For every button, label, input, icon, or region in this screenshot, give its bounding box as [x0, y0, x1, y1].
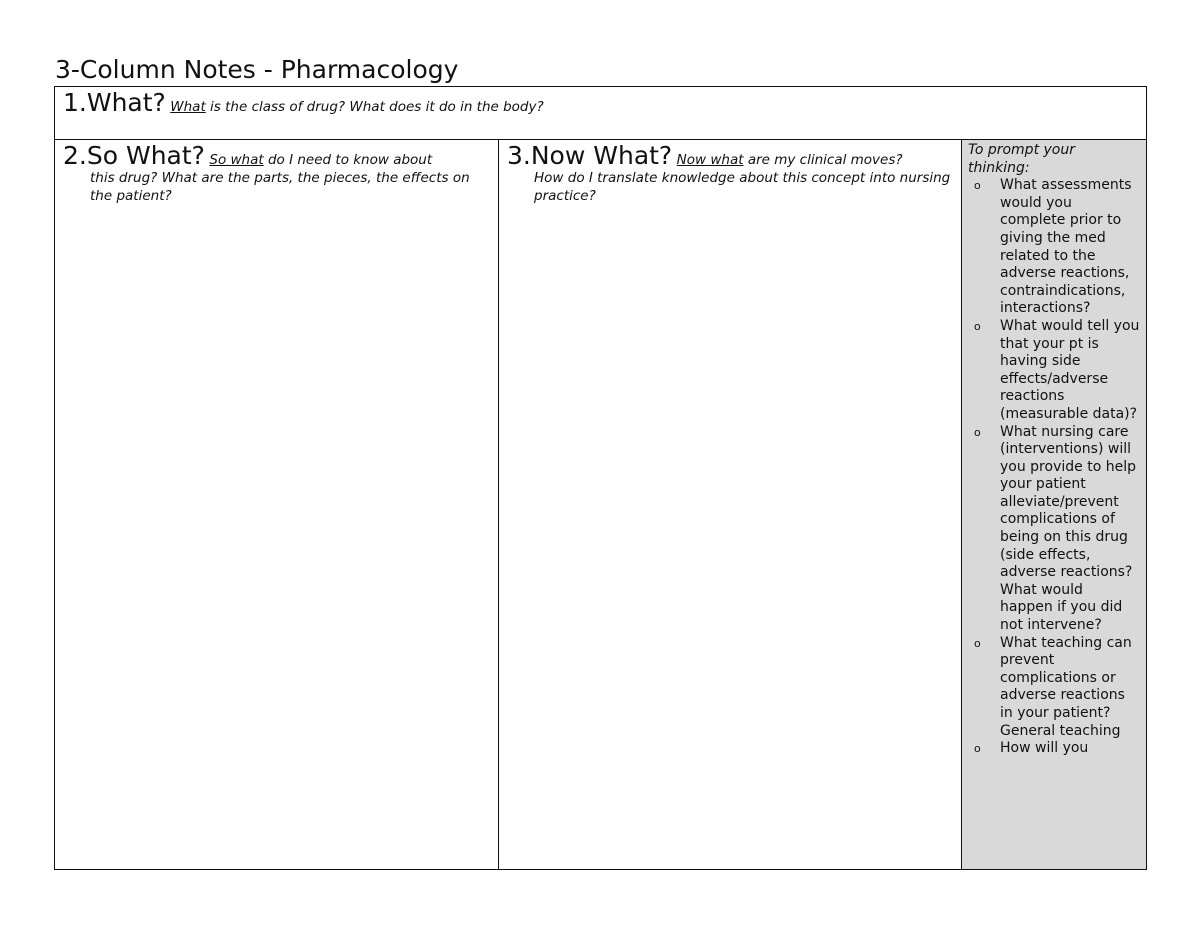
what-emphasis: What — [170, 99, 206, 115]
prompt-list — [968, 177, 1140, 758]
prompt-item: o How will you — [974, 740, 1089, 757]
bullet-icon: o — [974, 179, 981, 193]
so-what-heading: So What? — [86, 141, 205, 170]
bullet-icon: o — [974, 425, 981, 439]
sidebar-intro: To prompt your thinking: — [968, 142, 1075, 176]
so-what-column[interactable] — [54, 139, 499, 870]
now-what-prompt-continued: How do I translate knowledge about this concept into nursing practice? — [534, 170, 951, 204]
what-number: 1. — [63, 88, 87, 117]
now-what-prompt: are my clinical moves? — [743, 152, 903, 168]
now-what-heading-line — [507, 142, 953, 170]
bullet-icon: o — [974, 742, 981, 756]
now-what-heading: Now What? — [530, 141, 673, 170]
what-section[interactable] — [54, 86, 1147, 140]
so-what-heading-line — [63, 142, 490, 170]
prompt-sidebar — [961, 139, 1147, 870]
what-prompt: is the class of drug? What does it do in the body? — [205, 99, 544, 115]
document-title: 3-Column Notes - Pharmacology — [55, 55, 459, 84]
so-what-emphasis: So what — [209, 152, 264, 168]
now-what-number: 3. — [507, 141, 531, 170]
so-what-prompt: do I need to know about — [263, 152, 433, 168]
prompt-item: o What teaching can prevent complications or adverse reactions in your patient? General teaching — [974, 634, 1132, 739]
prompt-item: o What would tell you that your pt is having side effects/adverse reactions (measurable data)? — [974, 317, 1140, 422]
what-heading: What? — [86, 88, 166, 117]
prompt-item: o What assessments would you complete prior to giving the med related to the adverse reactions, contraindications, interactions? — [974, 177, 1132, 317]
so-what-prompt-continued: this drug? What are the parts, the pieces, the effects on the patient? — [90, 170, 470, 204]
bullet-icon: o — [974, 636, 981, 650]
so-what-number: 2. — [63, 141, 87, 170]
bullet-icon: o — [974, 319, 981, 333]
now-what-column[interactable] — [498, 139, 962, 870]
now-what-emphasis: Now what — [676, 152, 744, 168]
what-heading-line — [63, 89, 1138, 117]
prompt-item: o What nursing care (interventions) will you provide to help your patient alleviate/prevent complications of being on this drug (side effects, adverse reactions? What would happen if you did not intervene? — [974, 423, 1136, 634]
